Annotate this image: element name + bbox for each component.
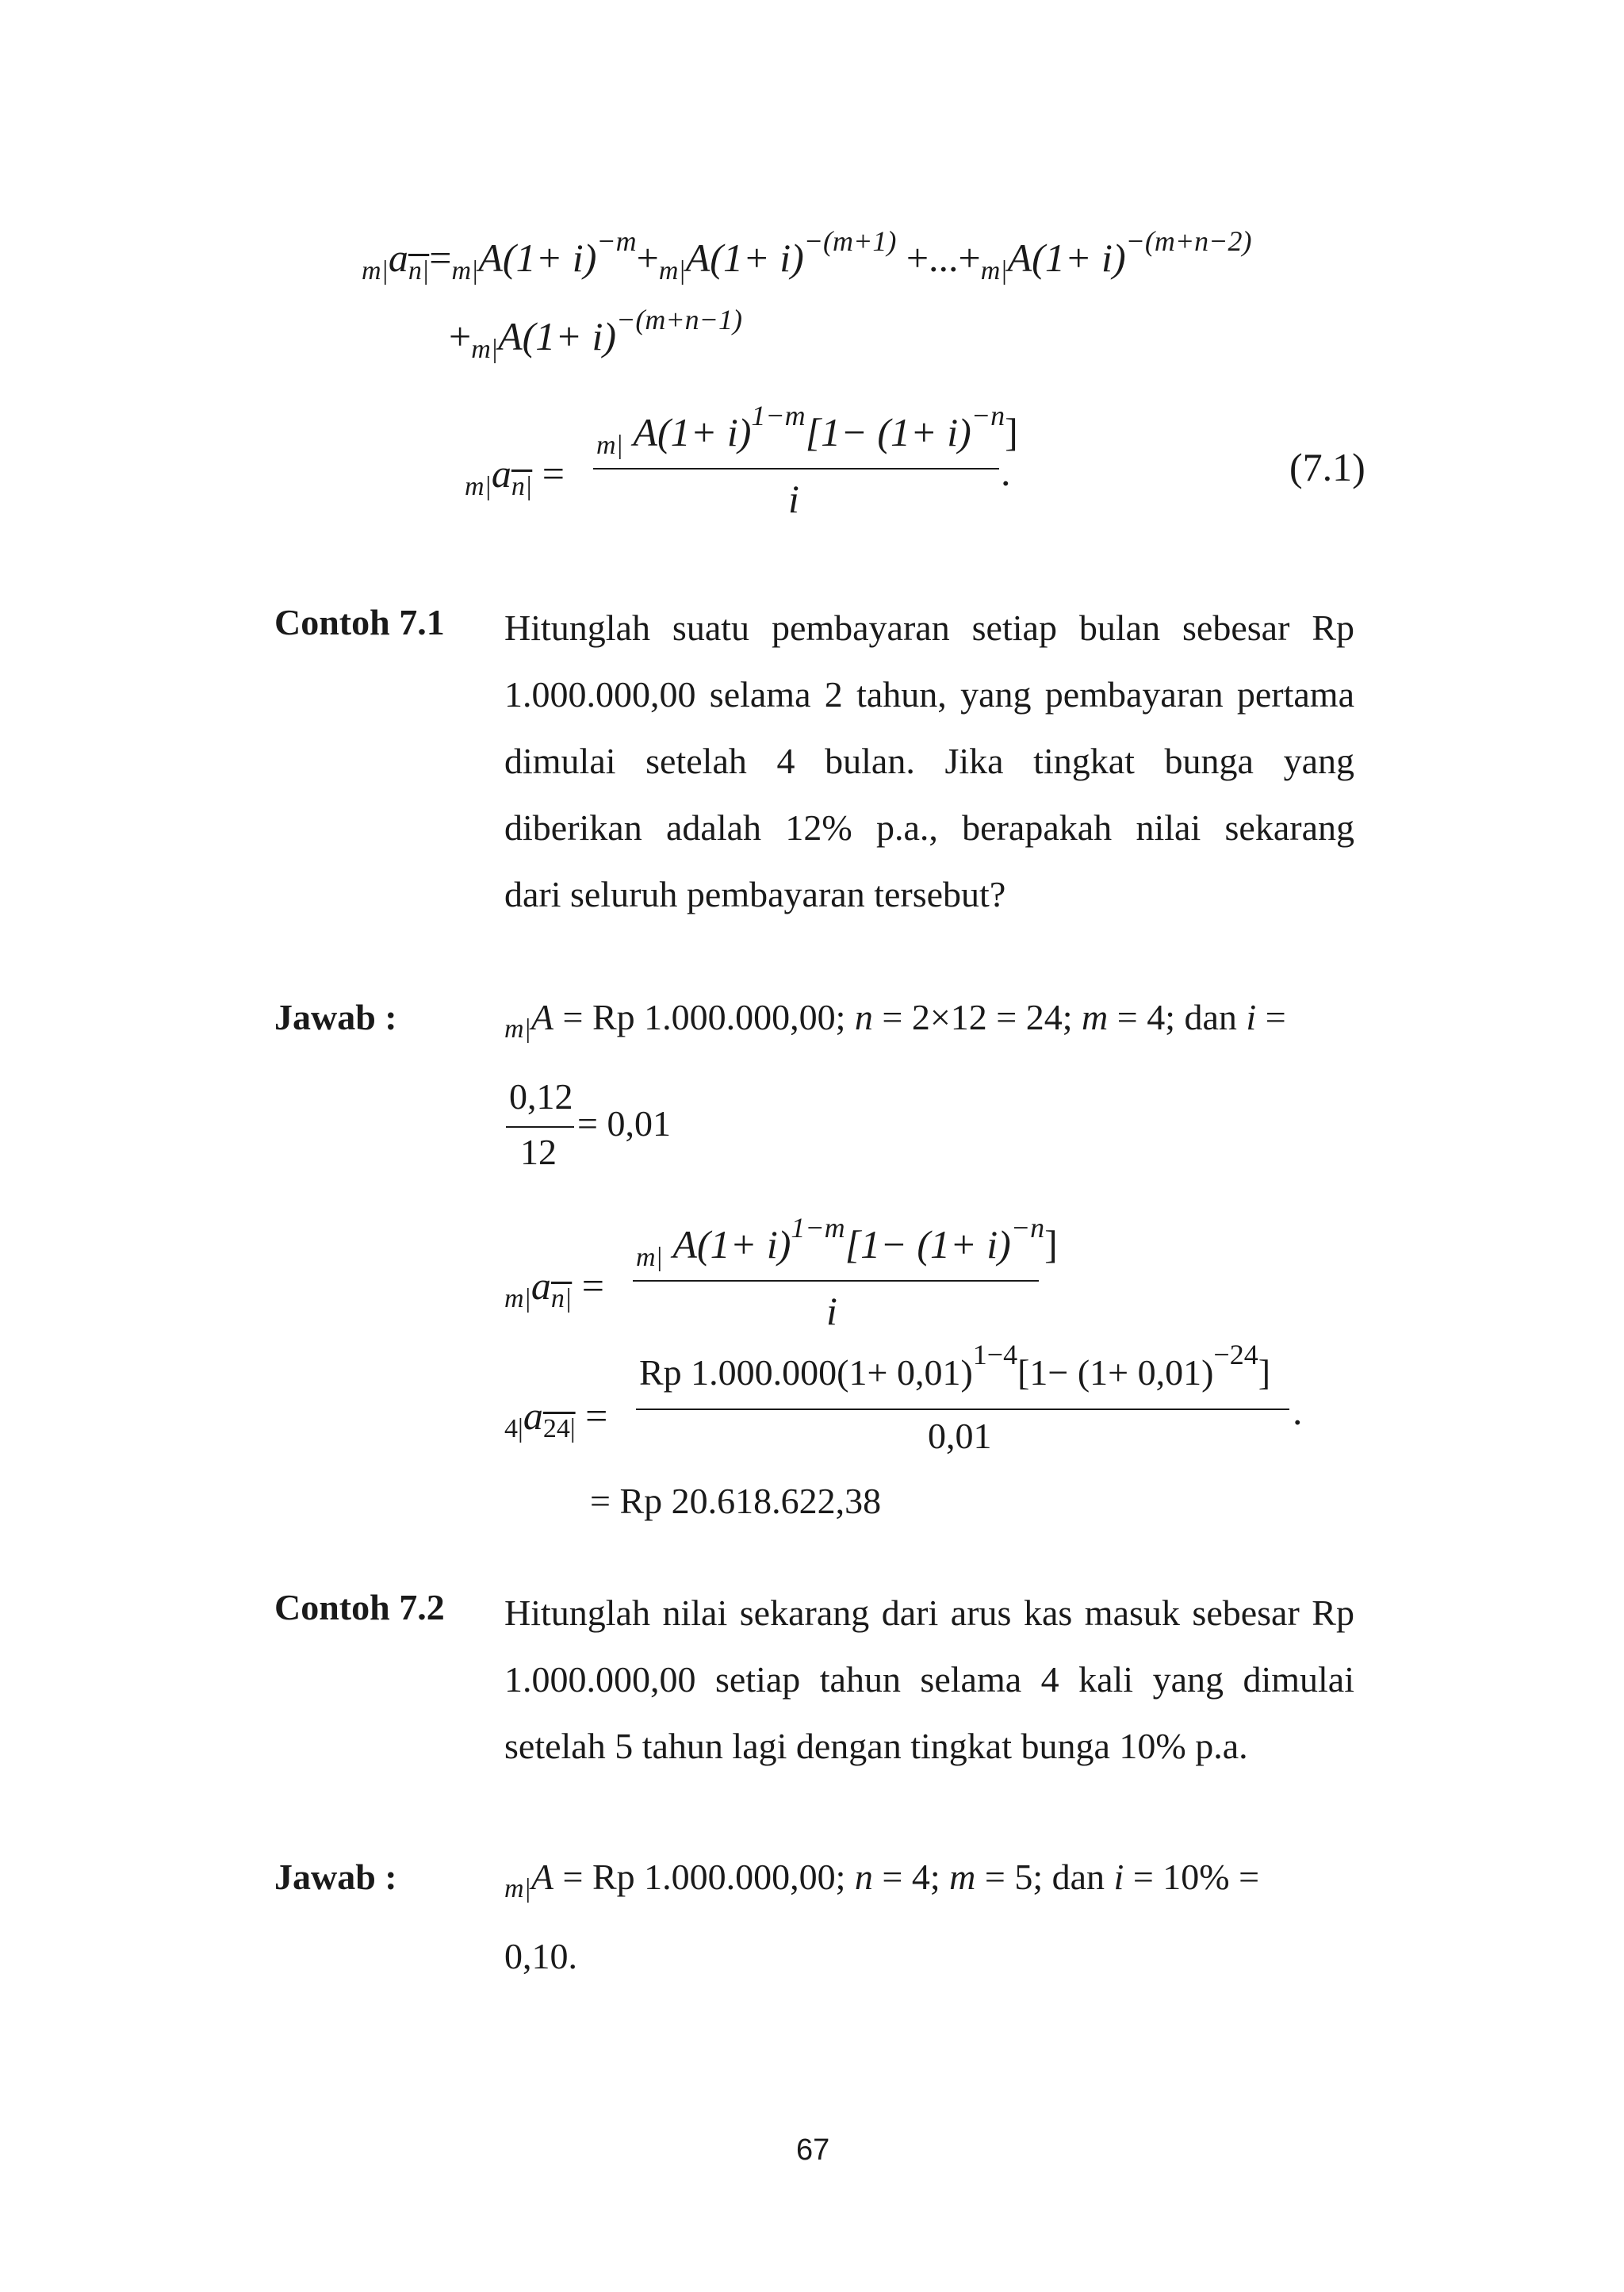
ellipsis: +...+ (906, 236, 981, 280)
formula-sum-line1 (362, 225, 1252, 286)
num-exponent2: −24 (1213, 1339, 1258, 1370)
lhs-sub: n| (550, 1284, 573, 1313)
lhs-a: a (388, 236, 408, 280)
term3-exponent: −(m+n−2) (1125, 225, 1252, 257)
example1-paragraph (504, 595, 1354, 928)
num-body1: A(1+ i) (633, 410, 752, 454)
rate-fraction-bar (506, 1126, 574, 1128)
plus: + (449, 314, 472, 358)
lhs-sub: n| (511, 472, 533, 501)
term3-body: A(1+ i) (1007, 236, 1126, 280)
lhs-prefix: 4| (504, 1414, 523, 1443)
num-prefix: m| (636, 1243, 663, 1272)
lhs-sub: n| (408, 256, 430, 286)
answer2-label: Jawab : (274, 1857, 397, 1897)
formula-7-1-number: (7.1) (1289, 445, 1365, 489)
formula-7-1-fraction-bar (593, 468, 999, 470)
given-A: A (530, 1857, 554, 1897)
term1-prefix: m| (451, 256, 479, 286)
term-exponent: −(m+n−1) (616, 304, 742, 335)
num-body2: [1− (1+ 0,01) (1017, 1352, 1214, 1393)
equals: = (542, 451, 565, 496)
formula-sum-line2 (449, 304, 742, 364)
num-exponent2: −n (1010, 1212, 1045, 1244)
lhs-a: a (530, 1263, 551, 1308)
answer1-general-fraction-bar (633, 1280, 1039, 1282)
equals: = (585, 1393, 608, 1438)
given-prefix: m| (504, 1874, 531, 1903)
answer1-specific-lhs (504, 1393, 608, 1443)
answer1-label: Jawab : (274, 997, 397, 1037)
page-number: 67 (796, 2133, 830, 2167)
lhs-sub: 24| (542, 1414, 576, 1443)
equals: = (581, 1263, 604, 1308)
given-text1: = Rp 1.000.000,00; (553, 1857, 855, 1897)
answer1-specific-dot: . (1293, 1389, 1303, 1433)
given-text4: = (1256, 997, 1286, 1037)
formula-7-1-lhs (465, 450, 565, 501)
num-body2: [1− (1+ i) (805, 410, 971, 454)
term1-body: A(1+ i) (478, 236, 597, 280)
num-exponent1: 1−m (791, 1212, 845, 1244)
num-body1: Rp 1.000.000(1+ 0,01) (639, 1352, 973, 1393)
given-i: i (1246, 997, 1257, 1037)
given-i: i (1113, 1857, 1124, 1897)
given-prefix: m| (504, 1014, 531, 1044)
example1-line-1: Hitunglah suatu pembayaran setiap bulan sebesar Rp (504, 607, 1354, 648)
lhs-prefix: m| (362, 256, 389, 286)
answer1-specific-numerator (639, 1339, 1271, 1393)
answer1-general-numerator (636, 1212, 1058, 1272)
answer1-result: = Rp 20.618.622,38 (590, 1481, 882, 1521)
num-exponent2: −n (971, 400, 1005, 431)
term2-body: A(1+ i) (685, 236, 804, 280)
plus: + (636, 236, 659, 280)
answer1-specific-denominator: 0,01 (928, 1416, 992, 1456)
example1-line-2: 1.000.000,00 selama 2 tahun, yang pembayaran pertama (504, 674, 1354, 715)
given-m: m (949, 1857, 976, 1897)
num-body2: [1− (1+ i) (845, 1222, 1011, 1267)
num-close: ] (1258, 1352, 1271, 1393)
example2-label: Contoh 7.2 (274, 1587, 445, 1627)
example1-label: Contoh 7.1 (274, 602, 445, 642)
example2-line-1: Hitunglah nilai sekarang dari arus kas masuk sebesar Rp (504, 1593, 1354, 1633)
example1-line-5: dari seluruh pembayaran tersebut? (504, 874, 1006, 914)
formula-7-1-dot: . (1001, 450, 1011, 494)
given-text4: = 10% = (1124, 1857, 1260, 1897)
example2-line-3: setelah 5 tahun lagi dengan tingkat bunga 10% p.a. (504, 1726, 1248, 1766)
answer1-general-denominator: i (826, 1289, 837, 1333)
term2-exponent: −(m+1) (803, 225, 897, 257)
answer1-given (504, 996, 1286, 1044)
rate-fraction-numerator: 0,12 (509, 1076, 573, 1117)
lhs-a: a (491, 451, 511, 496)
given-text1: = Rp 1.000.000,00; (553, 997, 855, 1037)
rate-fraction-result: = 0,01 (577, 1103, 671, 1144)
given-m: m (1082, 997, 1109, 1037)
given-text2: = 4; (872, 1857, 950, 1897)
term3-prefix: m| (980, 256, 1008, 286)
rate-fraction-denominator: 12 (520, 1132, 557, 1172)
equals: = (429, 236, 452, 280)
answer2-given (504, 1856, 1354, 1903)
answer1-general-lhs (504, 1263, 604, 1313)
example2-paragraph (504, 1580, 1354, 1780)
formula-7-1-denominator: i (788, 477, 799, 521)
given-A: A (530, 997, 554, 1037)
num-body1: A(1+ i) (672, 1222, 791, 1267)
answer1-specific-fraction-bar (636, 1409, 1289, 1410)
num-exponent1: 1−4 (972, 1339, 1018, 1370)
given-n: n (854, 997, 873, 1037)
given-n: n (854, 1857, 873, 1897)
num-exponent1: 1−m (751, 400, 806, 431)
num-close: ] (1005, 410, 1018, 454)
term2-prefix: m| (658, 256, 686, 286)
answer2-line2: 0,10. (504, 1936, 577, 1976)
given-text2: = 2×12 = 24; (872, 997, 1082, 1037)
example2-line-2: 1.000.000,00 setiap tahun selama 4 kali yang dimulai (504, 1659, 1354, 1700)
example1-line-3: dimulai setelah 4 bulan. Jika tingkat bunga yang (504, 741, 1354, 781)
given-text3: = 5; dan (975, 1857, 1114, 1897)
term-body: A(1+ i) (498, 314, 617, 358)
term1-exponent: −m (596, 225, 637, 257)
lhs-prefix: m| (465, 472, 492, 501)
num-prefix: m| (596, 431, 623, 460)
num-close: ] (1044, 1222, 1058, 1267)
example1-line-4: diberikan adalah 12% p.a., berapakah nilai sekarang (504, 807, 1354, 848)
formula-7-1-numerator (596, 400, 1018, 460)
lhs-prefix: m| (504, 1284, 531, 1313)
term-prefix: m| (471, 335, 499, 364)
given-text3: = 4; dan (1108, 997, 1247, 1037)
lhs-a: a (523, 1393, 543, 1438)
